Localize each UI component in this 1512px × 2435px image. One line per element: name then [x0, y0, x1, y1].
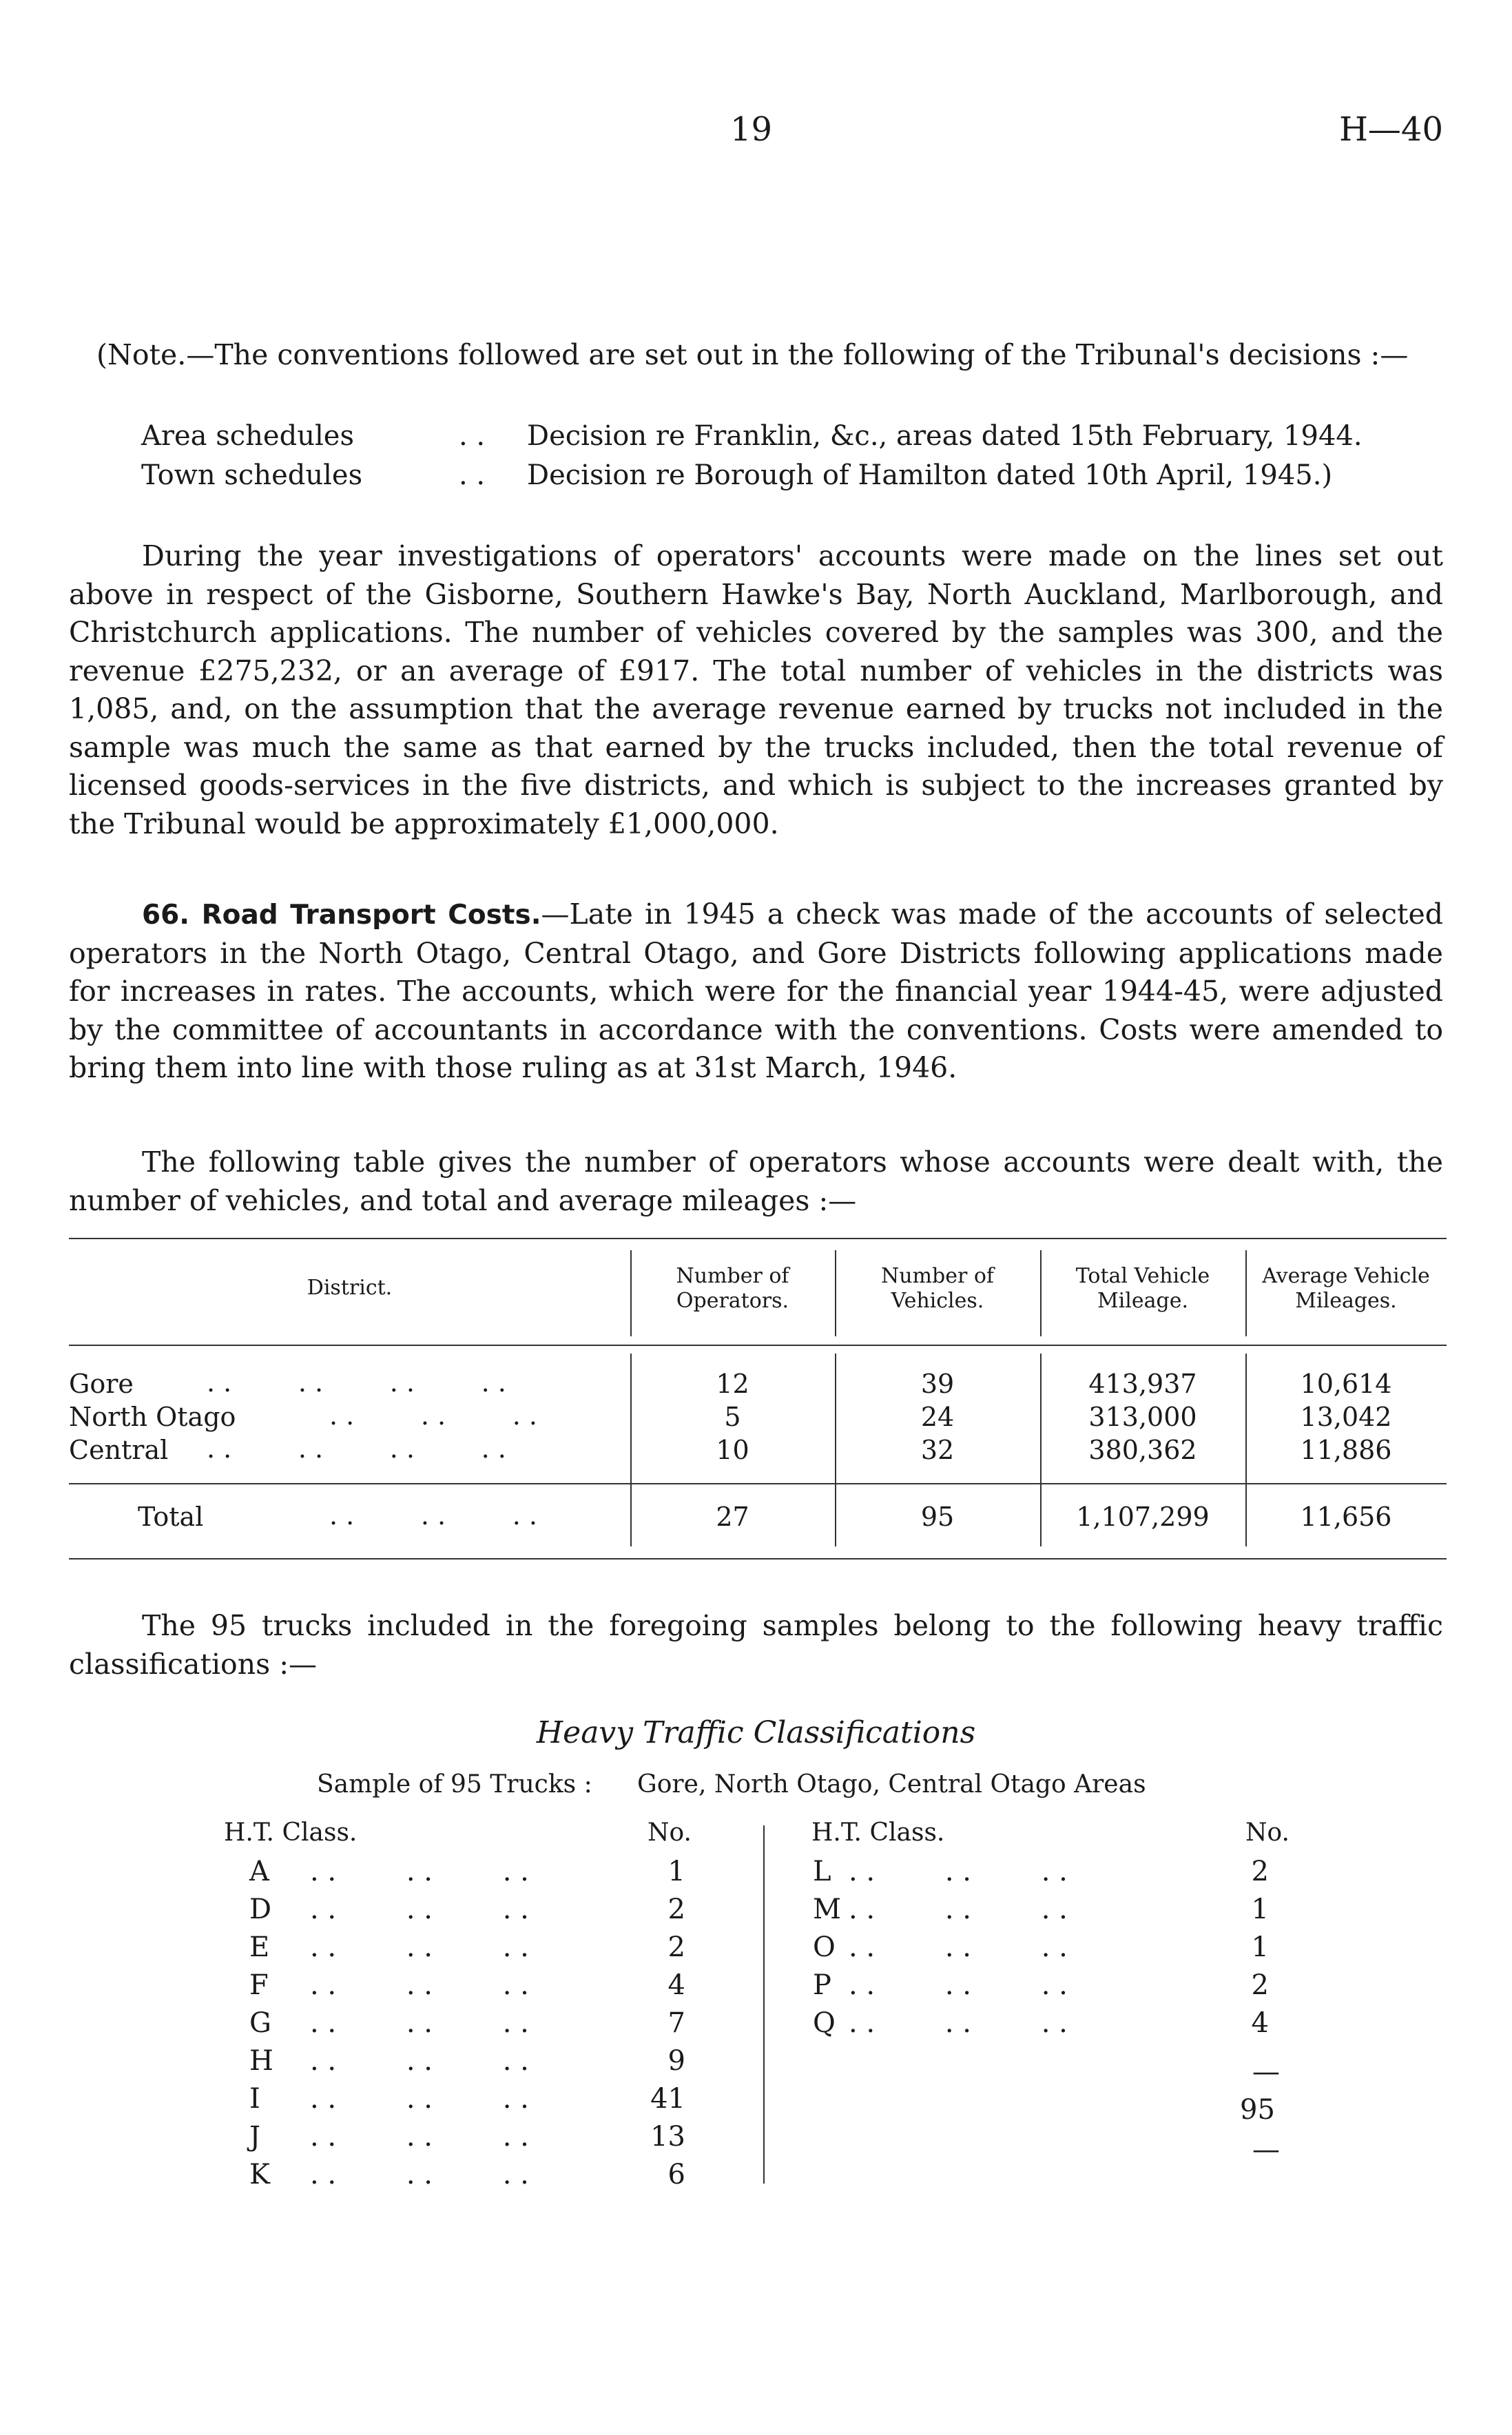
total-row-label: Total [138, 1502, 204, 1532]
ht-class-m-count: 1 [1251, 1894, 1269, 1925]
ht-class-o: O [813, 1931, 836, 1963]
ht-class-p-count: 2 [1251, 1969, 1269, 2001]
classification-subtitle-right: Gore, North Otago, Central Otago Areas [637, 1770, 1146, 1799]
row-gore-district: Gore [69, 1369, 134, 1399]
row-central-operators: 10 [716, 1435, 749, 1465]
ht-class-f-leader: . . . . . . [310, 1969, 529, 2001]
ht-class-m-leader: . . . . . . [849, 1894, 1068, 1925]
header-district: District. [307, 1276, 393, 1300]
header-operators [630, 1264, 835, 1314]
ht-class-e: E [249, 1931, 270, 1963]
ht-class-p-leader: . . . . . . [849, 1969, 1068, 2001]
ht-class-q: Q [813, 2007, 836, 2039]
total-row-vehicles: 95 [920, 1502, 955, 1532]
header-operators-line-2: Operators. [676, 1289, 789, 1313]
ht-class-f: F [249, 1969, 269, 2001]
classification-title: Heavy Traffic Classifications [536, 1715, 976, 1750]
row-north-otago-leader: . . . . . . [329, 1400, 537, 1431]
ht-class-i-leader: . . . . . . [310, 2083, 529, 2115]
ht-class-d: D [249, 1894, 272, 1925]
row-gore-vehicles: 39 [920, 1369, 955, 1399]
note-opening: (Note.—The conventions followed are set out in the following of the Tribunal's decisions :— [96, 338, 1409, 371]
table-intro: The following table gives the number of operators whose accounts were dealt with, the number of vehicles, and total and average mileages :— [69, 1146, 1443, 1217]
right-total: 95 [1240, 2094, 1275, 2126]
section-66-paragraph [69, 895, 1443, 1088]
ht-class-o-leader: . . . . . . [849, 1931, 1068, 1963]
header-avg-mileage-line-1: Average Vehicle [1262, 1264, 1430, 1288]
ht-class-d-count: 2 [667, 1894, 685, 1925]
section-66-heading: 66. Road Transport Costs. [142, 900, 541, 931]
ht-class-j: J [249, 2121, 261, 2153]
row-central-total: 380,362 [1088, 1435, 1197, 1465]
ht-class-h-count: 9 [667, 2045, 685, 2077]
row-central-vehicles: 32 [920, 1435, 955, 1465]
header-vehicles [835, 1264, 1040, 1314]
total-row-leader: . . . . . . [329, 1500, 537, 1531]
header-vehicles-line-2: Vehicles. [891, 1289, 984, 1313]
ht-class-e-leader: . . . . . . [310, 1931, 529, 1963]
row-north-otago-total: 313,000 [1088, 1402, 1197, 1432]
town-schedules-text: Decision re Borough of Hamilton dated 10th April, 1945.) [527, 459, 1333, 491]
ht-class-a-leader: . . . . . . [310, 1856, 529, 1887]
col-no-right: No. [1245, 1819, 1290, 1847]
row-gore-leader: . . . . . . . . [207, 1367, 506, 1398]
document-code: H—40 [1339, 110, 1443, 149]
ht-class-h-leader: . . . . . . [310, 2045, 529, 2077]
ht-class-j-count: 13 [650, 2121, 685, 2153]
ht-class-q-count: 4 [1251, 2007, 1269, 2039]
header-total-mileage [1040, 1264, 1245, 1314]
row-central-district: Central [69, 1435, 169, 1465]
row-central-avg: 11,886 [1300, 1435, 1392, 1465]
ht-class-f-count: 4 [667, 1969, 685, 2001]
ht-class-l-leader: . . . . . . [849, 1856, 1068, 1887]
col-class-right: H.T. Class. [811, 1819, 945, 1847]
area-schedules-leader: . . [459, 420, 486, 452]
town-schedules-leader: . . [459, 459, 486, 491]
ht-class-i: I [249, 2083, 260, 2115]
row-north-otago-district: North Otago [69, 1402, 236, 1432]
ht-class-a-count: 1 [667, 1856, 685, 1887]
header-avg-mileage [1245, 1264, 1447, 1314]
trucks-intro: The 95 trucks included in the foregoing samples belong to the following heavy traffic classifications :— [69, 1609, 1443, 1681]
investigations-paragraph: During the year investigations of operators' accounts were made on the lines set out above in respect of the Gisborne, Southern Hawke's Bay, North Auckland, Marlborough, and Christchurch applications. The number of vehicles covered by the samples was 300, and the revenue £275,232, or an average of £917. The total number of vehicles in the districts was 1,085, and, on the assumption that the average revenue earned by trucks not included in the sample was much the same as that earned by the trucks included, then the total revenue of licensed goods-services in the five districts, and which is subject to the increases granted by the Tribunal would be approximately £1,000,000. [69, 539, 1443, 840]
ht-class-i-count: 41 [650, 2083, 685, 2115]
area-schedules-text: Decision re Franklin, &c., areas dated 15th February, 1944. [527, 420, 1363, 452]
town-schedules-label: Town schedules [141, 459, 363, 491]
ht-class-l-count: 2 [1251, 1856, 1269, 1887]
row-gore-avg: 10,614 [1300, 1369, 1392, 1399]
header-operators-line-1: Number of [676, 1264, 789, 1288]
col-no-left: No. [648, 1819, 692, 1847]
table-top-rule [69, 1238, 1447, 1239]
ht-class-k-count: 6 [667, 2159, 685, 2190]
section-66-text: —Late in 1945 a check was made of the accounts of selected operators in the North Otago, Central Otago, and Gore Districts following applications made for increases in rates. The accounts, which were for the financial year 1944-45, were adjusted by the committee of accountants in accordance with the conventions. Costs were amended to bring them into line with those ruling as at 31st March, 1946. [69, 898, 1443, 1084]
header-avg-mileage-line-2: Mileages. [1295, 1289, 1397, 1313]
row-gore-operators: 12 [716, 1369, 749, 1399]
table-header-rule [69, 1345, 1447, 1346]
ht-class-j-leader: . . . . . . [310, 2121, 529, 2153]
ht-class-l: L [813, 1856, 831, 1887]
ht-class-g: G [249, 2007, 271, 2039]
right-rule-top: — [1252, 2056, 1280, 2088]
ht-class-a: A [249, 1856, 269, 1887]
page-number: 19 [730, 110, 773, 149]
ht-class-d-leader: . . . . . . [310, 1894, 529, 1925]
row-central-leader: . . . . . . . . [207, 1433, 506, 1464]
row-north-otago-vehicles: 24 [920, 1402, 955, 1432]
right-rule-bottom: — [1252, 2134, 1280, 2166]
col-class-left: H.T. Class. [224, 1819, 358, 1847]
ht-class-q-leader: . . . . . . [849, 2007, 1068, 2039]
total-row-total: 1,107,299 [1076, 1502, 1210, 1532]
area-schedules-label: Area schedules [141, 420, 354, 452]
table-bottom-rule [69, 1558, 1447, 1560]
ht-class-e-count: 2 [667, 1931, 685, 1963]
header-total-mileage-line-2: Mileage. [1097, 1289, 1189, 1313]
classification-divider [763, 1825, 765, 2184]
ht-class-g-leader: . . . . . . [310, 2007, 529, 2039]
ht-class-h: H [249, 2045, 273, 2077]
ht-class-m: M [813, 1894, 841, 1925]
table-total-rule [69, 1483, 1447, 1484]
ht-class-k: K [249, 2159, 270, 2190]
ht-class-o-count: 1 [1251, 1931, 1269, 1963]
header-total-mileage-line-1: Total Vehicle [1075, 1264, 1210, 1288]
ht-class-p: P [813, 1969, 831, 2001]
ht-class-k-leader: . . . . . . [310, 2159, 529, 2190]
row-gore-total: 413,937 [1088, 1369, 1197, 1399]
row-north-otago-avg: 13,042 [1300, 1402, 1392, 1432]
total-row-avg: 11,656 [1300, 1502, 1392, 1532]
row-north-otago-operators: 5 [724, 1402, 741, 1432]
header-vehicles-line-1: Number of [880, 1264, 995, 1288]
classification-subtitle-left: Sample of 95 Trucks : [317, 1770, 592, 1799]
ht-class-g-count: 7 [667, 2007, 685, 2039]
total-row-operators: 27 [716, 1502, 749, 1532]
